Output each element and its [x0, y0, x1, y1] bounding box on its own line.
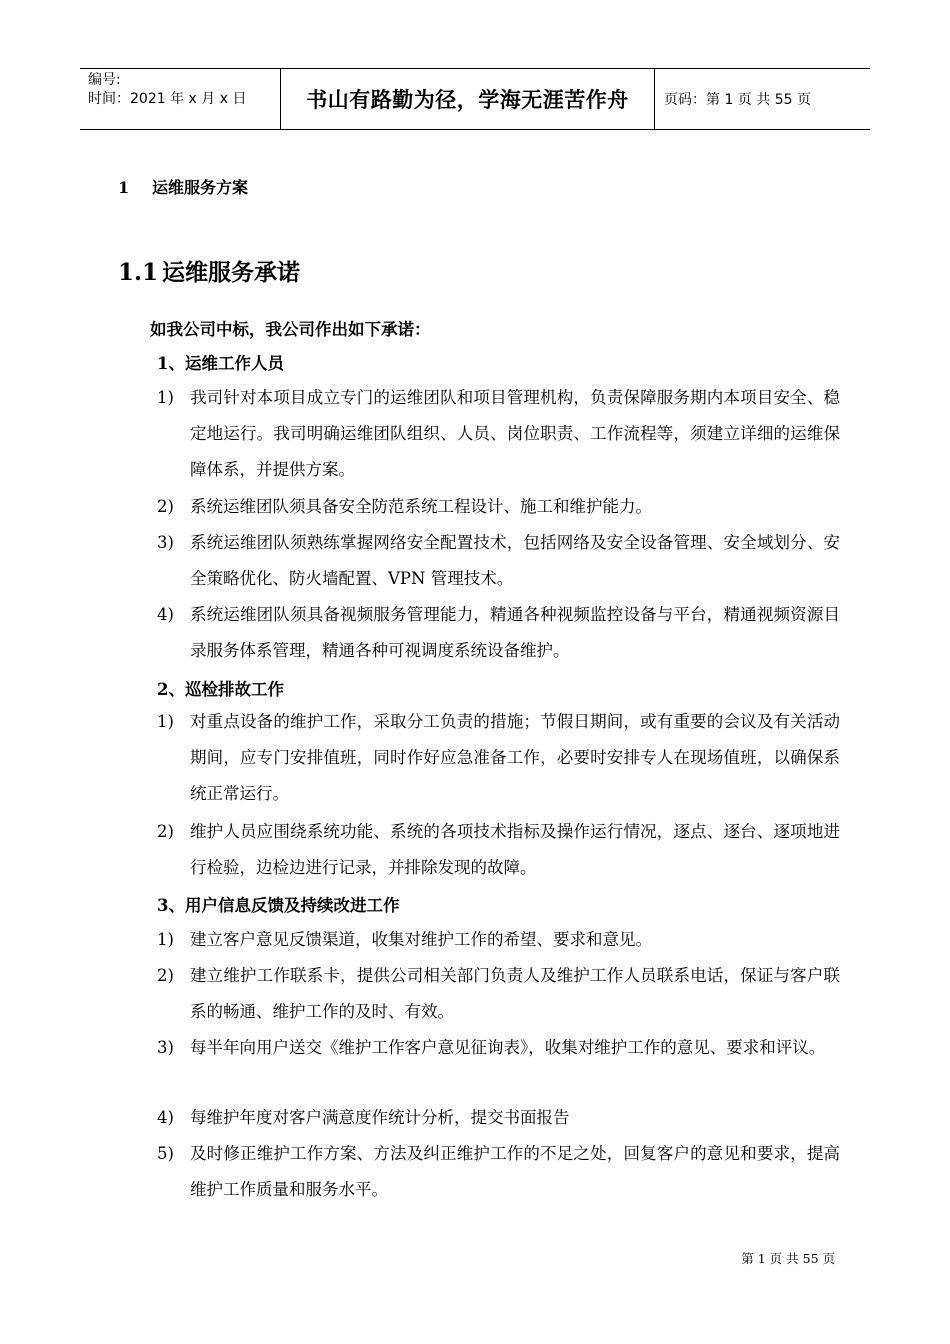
header-motto: 书山有路勤为径，学海无涯苦作舟 [281, 69, 655, 129]
item-number: 3) [157, 533, 174, 552]
section-heading-1 [118, 175, 248, 198]
subheading-feedback: 3、用户信息反馈及持续改进工作 [157, 896, 400, 915]
item-text: 每维护年度对客户满意度作统计分析，提交书面报告 [190, 1108, 570, 1127]
item-text: 我司针对本项目成立专门的运维团队和项目管理机构，负责保障服务期内本项目安全、稳定地运行。我司明确运维团队组织、人员、岗位职责、工作流程等，须建立详细的运维保障体系，并提供方案。 [190, 388, 840, 479]
section-number: 1.1 [118, 259, 159, 286]
list-item [157, 958, 840, 1030]
header-page-info: 页码：第 1 页 共 55 页 [664, 92, 811, 108]
item-number: 5) [157, 1144, 174, 1163]
item-number: 2) [157, 822, 174, 841]
list-item [157, 1030, 840, 1066]
item-number: 4) [157, 605, 174, 624]
item-number: 3) [157, 1038, 174, 1057]
document-number: 编号: [88, 72, 121, 88]
list-item [157, 489, 840, 525]
item-text: 系统运维团队须熟练掌握网络安全配置技术，包括网络及安全设备管理、安全域划分、安全策略优化、防火墙配置、VPN 管理技术。 [190, 533, 840, 588]
item-number: 1) [157, 930, 174, 949]
list-item [157, 597, 840, 669]
list-item [157, 1100, 840, 1136]
header-meta [80, 69, 281, 129]
item-number: 1) [157, 388, 174, 407]
section-title: 运维服务方案 [152, 178, 249, 197]
intro-statement: 如我公司中标，我公司作出如下承诺： [150, 320, 431, 339]
item-text: 维护人员应围绕系统功能、系统的各项技术指标及操作运行情况，逐点、逐台、逐项地进行检验，边检边进行记录，并排除发现的故障。 [190, 822, 840, 877]
page-footer: 第 1 页 共 55 页 [741, 1251, 835, 1266]
section-heading-1-1 [118, 254, 300, 287]
subheading-inspection: 2、巡检排故工作 [157, 680, 284, 699]
item-number: 2) [157, 966, 174, 985]
item-text: 建立维护工作联系卡，提供公司相关部门负责人及维护工作人员联系电话，保证与客户联系的畅通、维护工作的及时、有效。 [190, 966, 840, 1021]
list-item [157, 1136, 840, 1208]
list-item [157, 704, 840, 812]
item-number: 1) [157, 712, 174, 731]
item-text: 系统运维团队须具备安全防范系统工程设计、施工和维护能力。 [190, 497, 652, 516]
page-header [80, 68, 870, 130]
list-item [157, 922, 840, 958]
item-number: 2) [157, 497, 174, 516]
item-text: 对重点设备的维护工作，采取分工负责的措施；节假日期间，或有重要的会议及有关活动期间，应专门安排值班，同时作好应急准备工作，必要时安排专人在现场值班，以确保系统正常运行。 [190, 712, 840, 803]
item-text: 每半年向用户送交《维护工作客户意见征询表》，收集对维护工作的意见、要求和评议。 [190, 1038, 826, 1057]
section-number: 1 [118, 178, 130, 197]
item-text: 及时修正维护工作方案、方法及纠正维护工作的不足之处，回复客户的意见和要求，提高维护工作质量和服务水平。 [190, 1144, 840, 1199]
item-text: 系统运维团队须具备视频服务管理能力，精通各种视频监控设备与平台，精通视频资源目录服务体系管理，精通各种可视调度系统设备维护。 [190, 605, 840, 660]
item-text: 建立客户意见反馈渠道，收集对维护工作的希望、要求和意见。 [190, 930, 652, 949]
list-item [157, 814, 840, 886]
document-date: 时间：2021 年 x 月 x 日 [88, 91, 247, 107]
subheading-staff: 1、运维工作人员 [157, 354, 284, 373]
section-title: 运维服务承诺 [162, 259, 300, 286]
list-item [157, 380, 840, 488]
item-number: 4) [157, 1108, 174, 1127]
list-item [157, 525, 840, 597]
